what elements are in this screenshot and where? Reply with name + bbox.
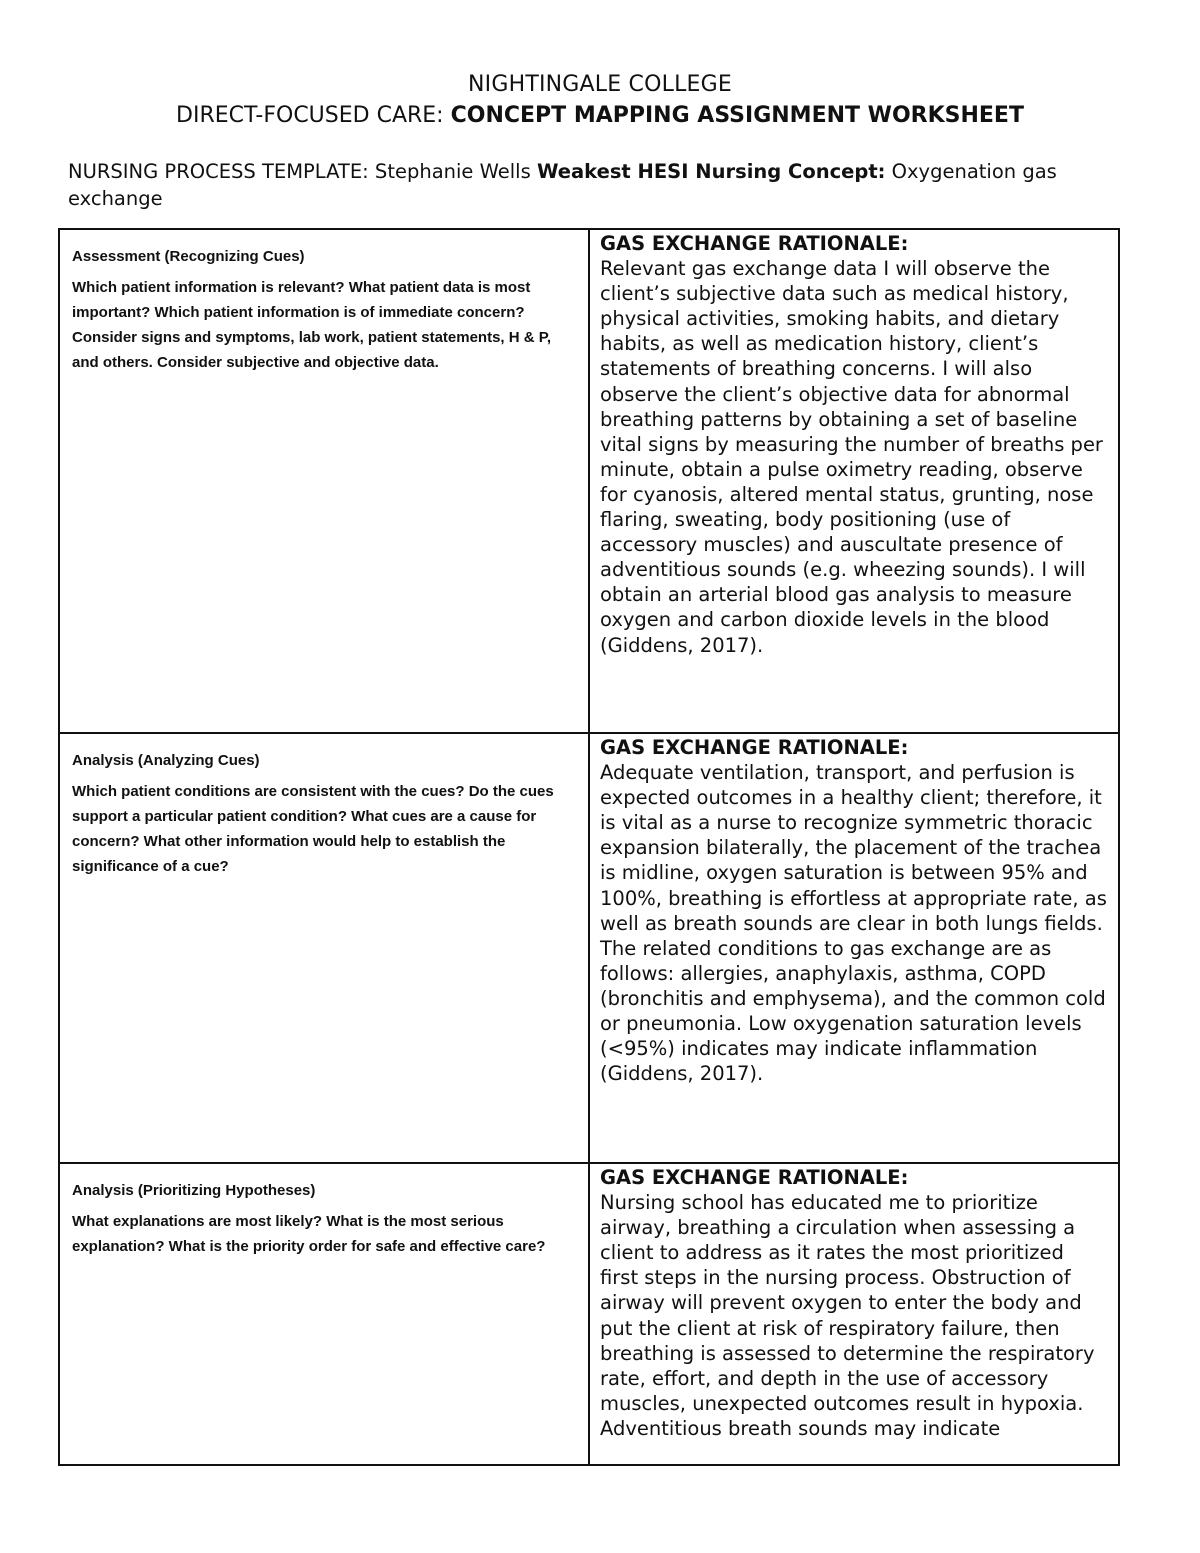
prompt-cell bbox=[59, 1163, 589, 1465]
worksheet-title bbox=[0, 100, 1200, 132]
nursing-process-template-line bbox=[68, 158, 1138, 212]
worksheet-table bbox=[58, 228, 1120, 1466]
worksheet-title-prefix: DIRECT-FOCUSED CARE: bbox=[176, 103, 451, 128]
prompt-title: Analysis (Prioritizing Hypotheses) bbox=[72, 1182, 316, 1199]
prompt-text: What explanations are most likely? What is the most serious explanation? What is the priority order for safe and effective care? bbox=[72, 1213, 546, 1255]
rationale-heading: GAS EXCHANGE RATIONALE: bbox=[600, 1166, 909, 1189]
rationale-text: Relevant gas exchange data I will observe the client’s subjective data such as medical history, physical activities, smoking habits, and dietary habits, as well as medication history, client’s statements of breathing concerns. I will also observe the client’s objective data for abnormal breathing patterns by obtaining a set of baseline vital signs by measuring the number of breaths per minute, obtain a pulse oximetry reading, observe for cyanosis, altered mental status, grunting, nose flaring, sweating, body positioning (use of accessory muscles) and auscultate presence of adventitious sounds (e.g. wheezing sounds). I will obtain an arterial blood gas analysis to measure oxygen and carbon dioxide levels in the blood (Giddens, 2017). bbox=[600, 257, 1103, 657]
rationale-cell bbox=[589, 229, 1119, 733]
rationale-cell bbox=[589, 1163, 1119, 1465]
rationale-heading: GAS EXCHANGE RATIONALE: bbox=[600, 736, 909, 759]
template-prefix: NURSING PROCESS TEMPLATE: Stephanie Wells bbox=[68, 160, 537, 183]
prompt-text: Which patient conditions are consistent with the cues? Do the cues support a particular patient condition? What cues are a cause for concern? What other information would help to establish the significance of a cue? bbox=[72, 783, 554, 875]
rationale-text: Nursing school has educated me to prioritize airway, breathing a circulation when assessing a client to address as it rates the most prioritized first steps in the nursing process. Obstruction of airway will prevent oxygen to enter the body and put the client at risk of respiratory failure, then breathing is assessed to determine the respiratory rate, effort, and depth in the use of accessory muscles, unexpected outcomes result in hypoxia. Adventitious breath sounds may indicate bbox=[600, 1191, 1095, 1440]
college-name: NIGHTINGALE COLLEGE bbox=[467, 72, 732, 97]
rationale-cell bbox=[589, 733, 1119, 1163]
rationale-text: Adequate ventilation, transport, and perfusion is expected outcomes in a healthy client; therefore, it is vital as a nurse to recognize symmetric thoracic expansion bilaterally, the placement of the trachea is midline, oxygen saturation is between 95% and 100%, breathing is effortless at appropriate rate, as well as breath sounds are clear in both lungs fields. The related conditions to gas exchange are as follows: allergies, anaphylaxis, asthma, COPD (bronchitis and emphysema), and the common cold or pneumonia. Low oxygenation saturation levels (<95%) indicates may indicate inflammation (Giddens, 2017). bbox=[600, 761, 1107, 1086]
prompt-cell bbox=[59, 229, 589, 733]
concept-value: Oxygenation gas exchange bbox=[68, 160, 1057, 210]
table-row bbox=[59, 1163, 1119, 1465]
table-row bbox=[59, 733, 1119, 1163]
worksheet-title-bold: CONCEPT MAPPING ASSIGNMENT WORKSHEET bbox=[450, 103, 1024, 128]
prompt-cell bbox=[59, 733, 589, 1163]
concept-label: Weakest HESI Nursing Concept: bbox=[536, 160, 886, 183]
prompt-title: Analysis (Analyzing Cues) bbox=[72, 752, 260, 769]
rationale-heading: GAS EXCHANGE RATIONALE: bbox=[600, 232, 909, 255]
table-row bbox=[59, 229, 1119, 733]
prompt-text: Which patient information is relevant? What patient data is most important? Which patient information is of immediate concern? Consider signs and symptoms, lab work, patient statements, H & P, and others. Consider subjective and objective data. bbox=[72, 279, 552, 371]
prompt-title: Assessment (Recognizing Cues) bbox=[72, 248, 305, 265]
document-header bbox=[0, 70, 1200, 132]
